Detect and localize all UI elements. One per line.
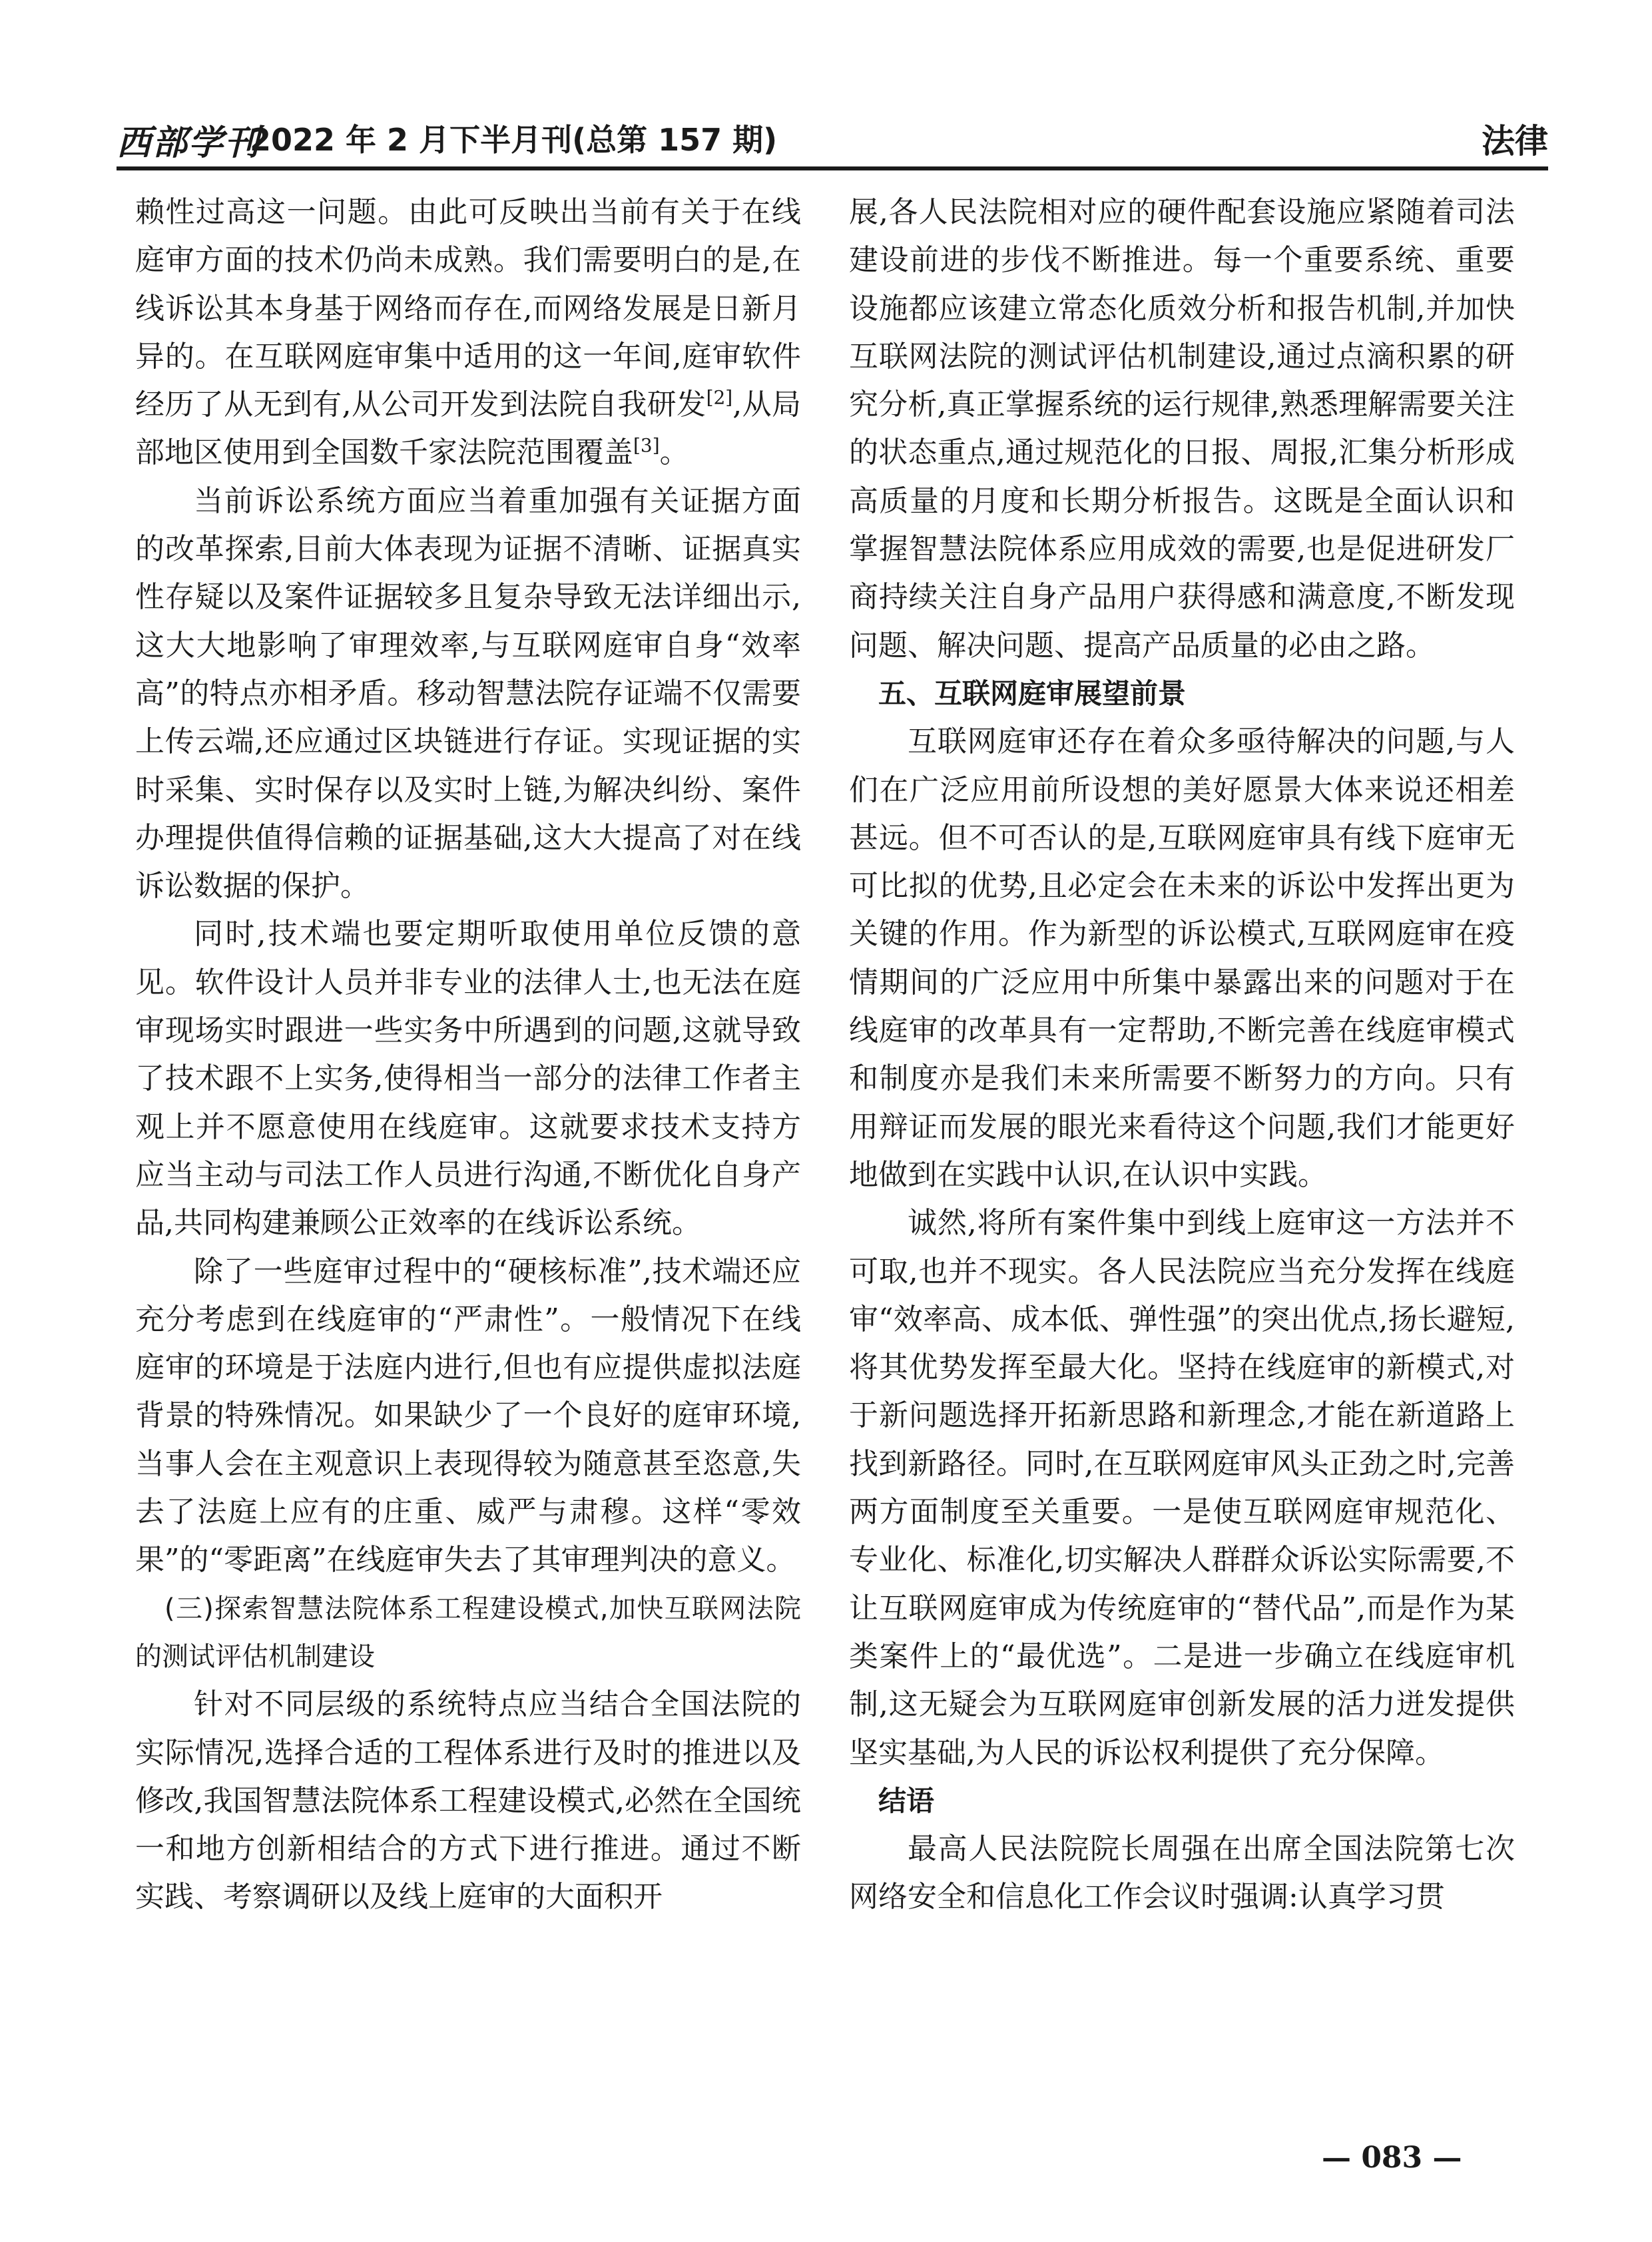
section-heading: 五、互联网庭审展望前景 (878, 677, 1187, 710)
paragraph: 除了一些庭审过程中的“硬核标准”,技术端还应充分考虑到在线庭审的“严肃性”。一般情况下在线庭审的环境是于法庭内进行,但也有应提供虚拟法庭背景的特殊情况。如果缺少了一个良好的庭审环境,当事人会在主观意识上表现得较为随意甚至恣意,失去了法庭上应有的庄重、威严与肃穆。这样“零效果”的“零距离”在线庭审失去了其审理判决的意义。 (135, 1254, 801, 1577)
right-column (849, 188, 1515, 1922)
page-number: — 083 — (1322, 2141, 1462, 2175)
subsection-heading: (三)探索智慧法院体系工程建设模式,加快互联网法院的测试评估机制建设 (135, 1593, 801, 1672)
paragraph: 针对不同层级的系统特点应当结合全国法院的实际情况,选择合适的工程体系进行及时的推进以及修改,我国智慧法院体系工程建设模式,必然在全国统一和地方创新相结合的方式下进行推进。通过不断实践、考察调研以及线上庭审的大面积开 (135, 1687, 801, 1914)
journal-logo: 西部学刊 (117, 123, 261, 163)
paragraph: 同时,技术端也要定期听取使用单位反馈的意见。软件设计人员并非专业的法律人士,也无法在庭审现场实时跟进一些实务中所遇到的问题,这就导致了技术跟不上实务,使得相当一部分的法律工作者主观上并不愿意使用在线庭审。这就要求技术支持方应当主动与司法工作人员进行沟通,不断优化自身产品,共同构建兼顾公正效率的在线诉讼系统。 (135, 917, 801, 1241)
paragraph: 最高人民法院院长周强在出席全国法院第七次网络安全和信息化工作会议时强调:认真学习贯 (849, 1832, 1515, 1914)
paragraph: 诚然,将所有案件集中到线上庭审这一方法并不可取,也并不现实。各人民法院应当充分发挥在线庭审“效率高、成本低、弹性强”的突出优点,扬长避短,将其优势发挥至最大化。坚持在线庭审的新模式,对于新问题选择开拓新思路和新理念,才能在新道路上找到新路径。同时,在互联网庭审风头正劲之时,完善两方面制度至关重要。一是使互联网庭审规范化、专业化、标准化,切实解决人群群众诉讼实际需要,不让互联网庭审成为传统庭审的“替代品”,而是作为某类案件上的“最优选”。二是进一步确立在线庭审机制,这无疑会为互联网庭审创新发展的活力迸发提供坚实基础,为人民的诉讼权利提供了充分保障。 (849, 1206, 1515, 1770)
citation-ref: [2] (706, 386, 733, 409)
citation-ref: [3] (633, 434, 660, 457)
section-title: 法律 (1482, 122, 1548, 160)
conclusion-heading: 结语 (878, 1784, 935, 1817)
paragraph: 互联网庭审还存在着众多亟待解决的问题,与人们在广泛应用前所设想的美好愿景大体来说还相差甚远。但不可否认的是,互联网庭审具有线下庭审无可比拟的优势,且必定会在未来的诉讼中发挥出更为关键的作用。作为新型的诉讼模式,互联网庭审在疫情期间的广泛应用中所集中暴露出来的问题对于在线庭审的改革具有一定帮助,不断完善在线庭审模式和制度亦是我们未来所需要不断努力的方向。只有用辩证而发展的眼光来看待这个问题,我们才能更好地做到在实践中认识,在认识中实践。 (849, 724, 1515, 1192)
paragraph: 当前诉讼系统方面应当着重加强有关证据方面的改革探索,目前大体表现为证据不清晰、证据真实性存疑以及案件证据较多且复杂导致无法详细出示,这大大地影响了审理效率,与互联网庭审自身“效率高”的特点亦相矛盾。移动智慧法院存证端不仅需要上传云端,还应通过区块链进行存证。实现证据的实时采集、实时保存以及实时上链,为解决纠纷、案件办理提供值得信赖的证据基础,这大大提高了对在线诉讼数据的保护。 (135, 483, 801, 904)
paragraph-continued: 展,各人民法院相对应的硬件配套设施应紧随着司法建设前进的步伐不断推进。每一个重要系统、重要设施都应该建立常态化质效分析和报告机制,并加快互联网法院的测试评估机制建设,通过点滴积累的研究分析,真正掌握系统的运行规律,熟悉理解需要关注的状态重点,通过规范化的日报、周报,汇集分析形成高质量的月度和长期分析报告。这既是全面认识和掌握智慧法院体系应用成效的需要,也是促进研发厂商持续关注自身产品用户获得感和满意度,不断发现问题、解决问题、提高产品质量的必由之路。 (849, 195, 1515, 663)
paragraph-continued: 赖性过高这一问题。由此可反映出当前有关于在线庭审方面的技术仍尚未成熟。我们需要明白的是,在线诉讼其本身基于网络而存在,而网络发展是日新月异的。在互联网庭审集中适用的这一年间,庭审软件经历了从无到有,从公司开发到法院自我研发[2],从局部地区使用到全国数千家法院范围覆盖[3]。 (135, 195, 801, 470)
left-column (135, 188, 801, 1922)
issue-info: 2022 年 2 月下半月刊(总第 157 期) (250, 122, 778, 158)
running-header (117, 107, 1548, 170)
